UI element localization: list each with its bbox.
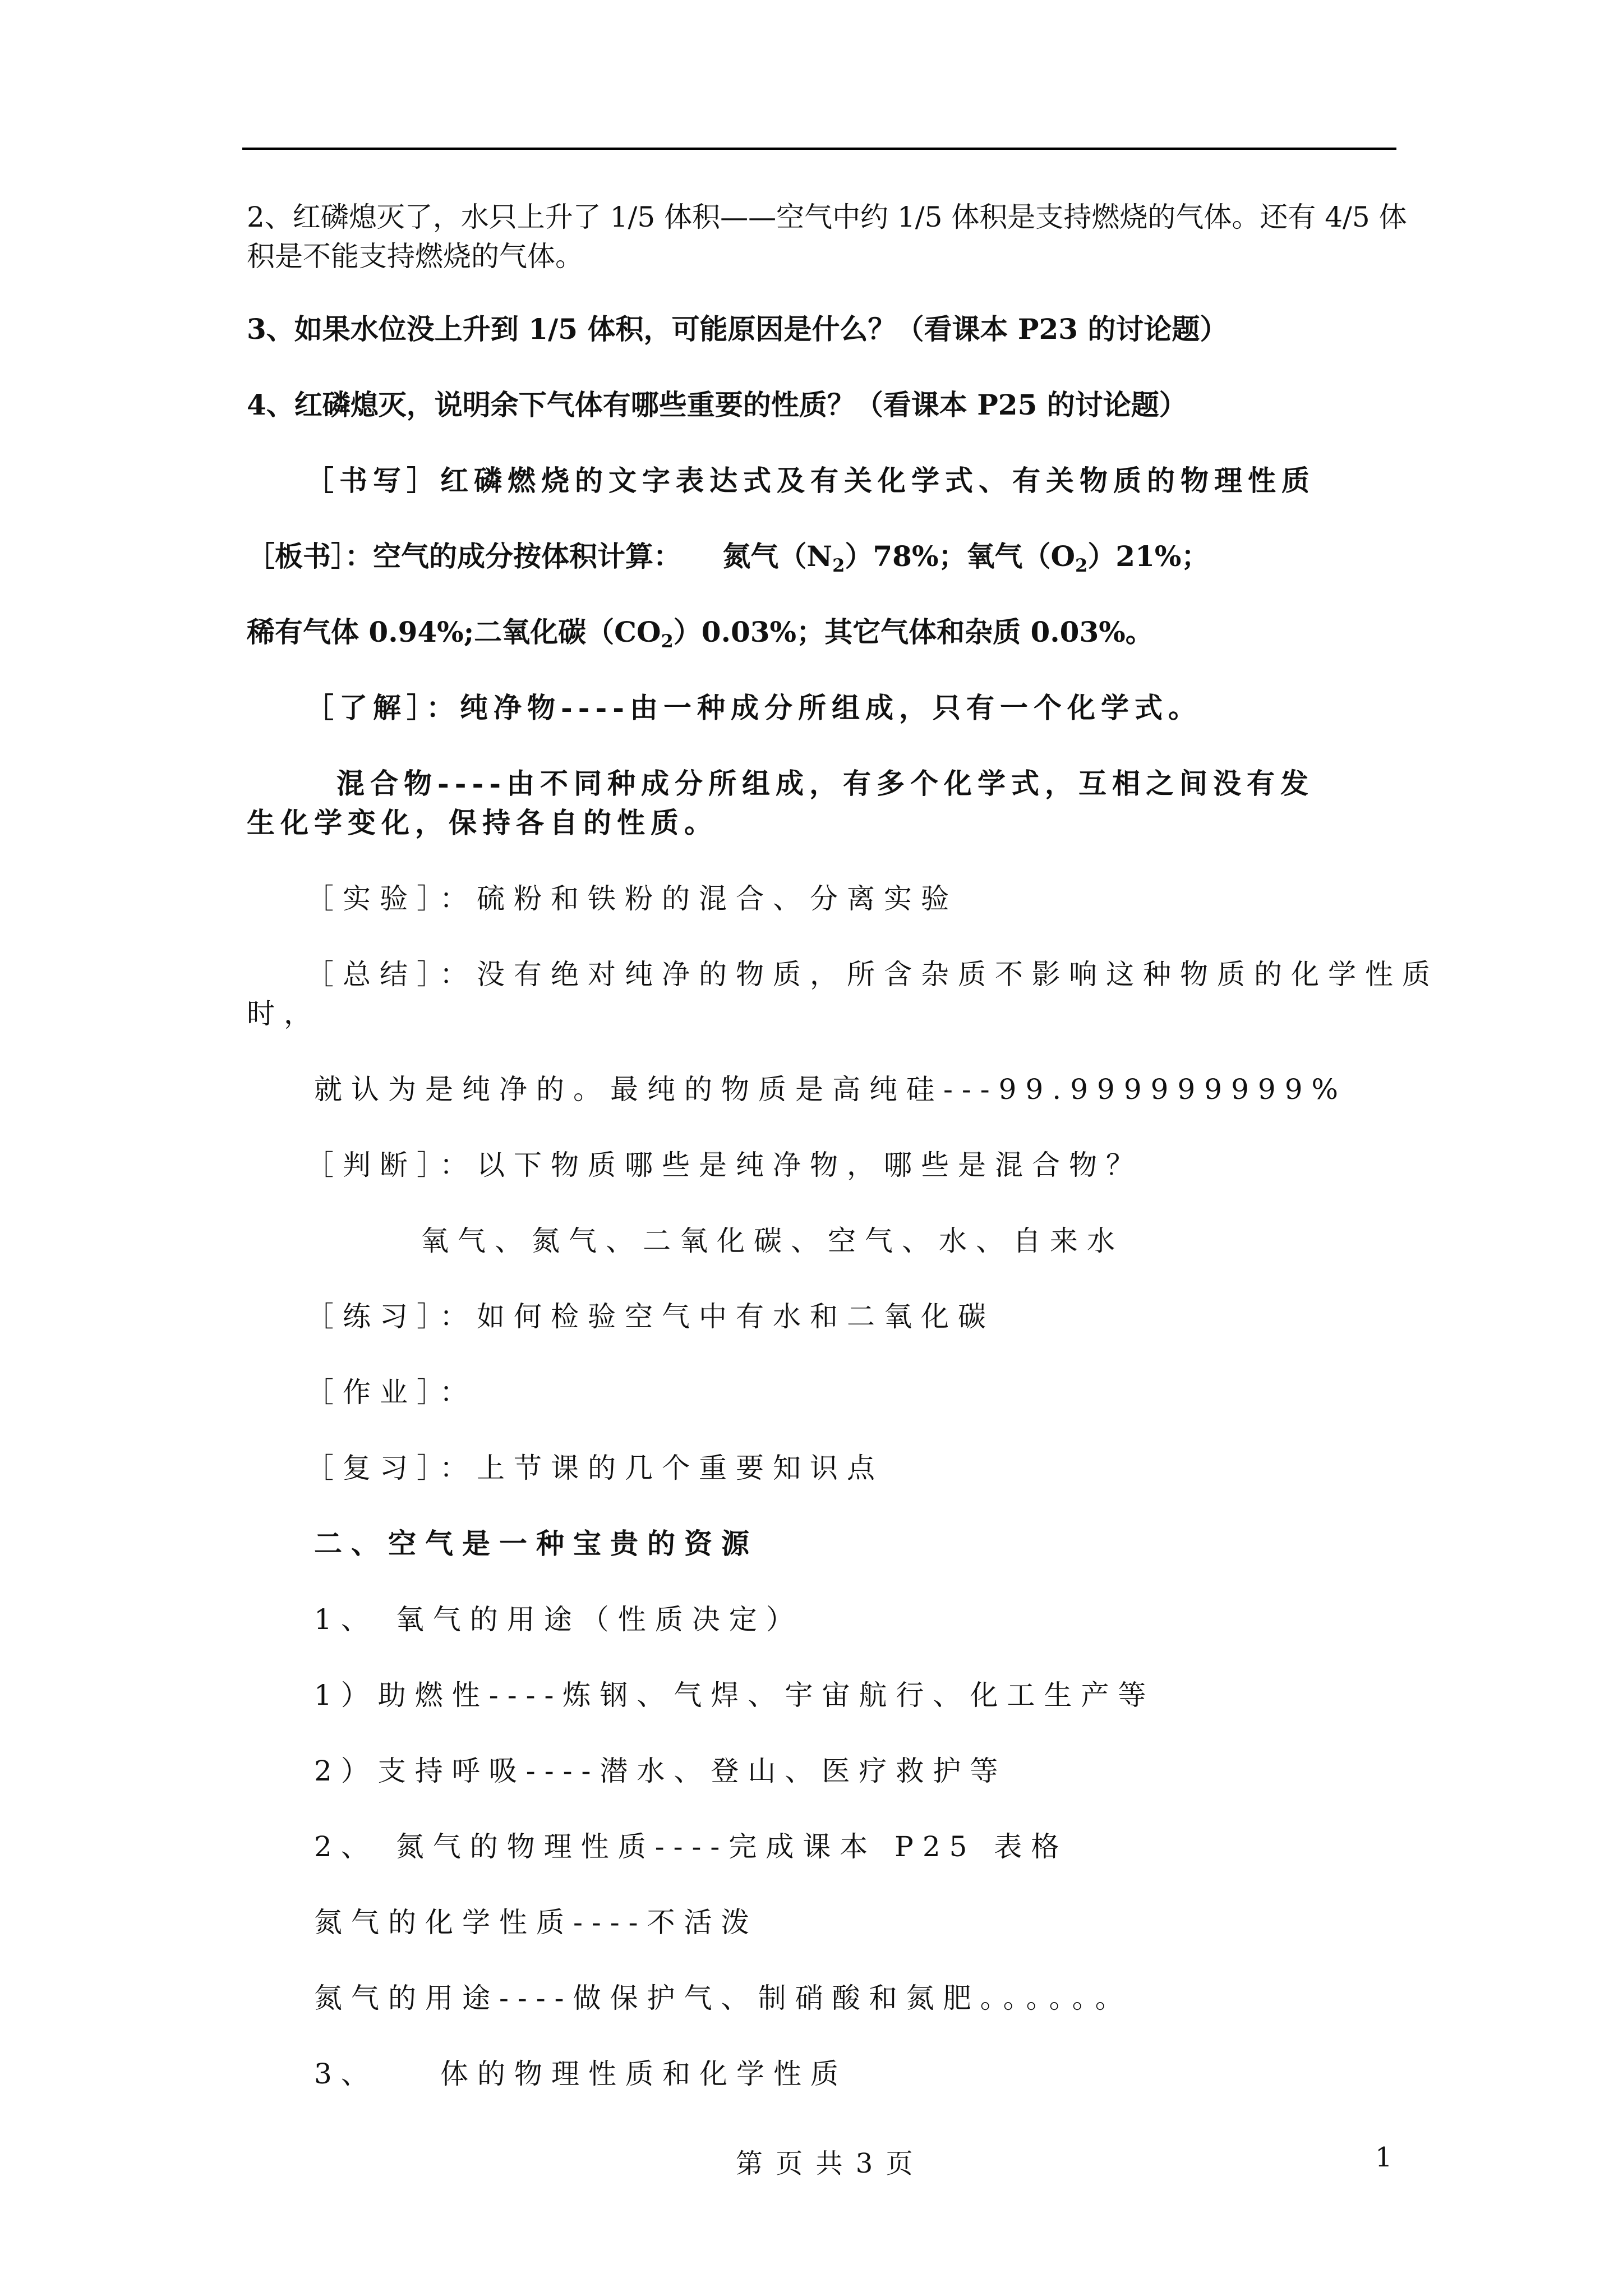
nitrogen-physical-properties: 2、 氮气的物理性质----完成课本 P25 表格 xyxy=(314,1830,1068,1863)
footer-page-info: 第 页 共 3 页 xyxy=(736,2148,915,2179)
review-line: ［复习］：上节课的几个重要知识点 xyxy=(306,1452,884,1484)
page-footer xyxy=(0,2142,1623,2179)
oxygen-uses-heading: 1、 氧气的用途（性质决定） xyxy=(314,1603,803,1636)
item-3-number: 3、 xyxy=(314,2058,378,2090)
oxygen-respiration-support: 2）支持呼吸----潜水、登山、医疗救护等 xyxy=(314,1755,1007,1787)
summary-line-3: 就认为是纯净的。最纯的物质是高纯硅---99.999999999% xyxy=(314,1073,1348,1106)
blackboard-label: ［板书］：空气的成分按体积计算： xyxy=(247,540,681,573)
judge-question: ［判断］：以下物质哪些是纯净物，哪些是混合物？ xyxy=(306,1149,1143,1181)
question-3: 3、如果水位没上升到 1/5 体积，可能原因是什么？（看课本 P23 的讨论题） xyxy=(247,312,1228,346)
writing-task: ［书写］红磷燃烧的文字表达式及有关化学式、有关物质的物理性质 xyxy=(306,464,1315,497)
item-3-text: 体的物理性质和化学性质 xyxy=(440,2058,847,2090)
practice-line: ［练习］：如何检验空气中有水和二氧化碳 xyxy=(306,1300,995,1333)
oxygen-combustion-support: 1）助燃性----炼钢、气焊、宇宙航行、化工生产等 xyxy=(314,1679,1155,1711)
homework-line: ［作业］： xyxy=(306,1376,477,1409)
paragraph-2-line-2: 积是不能支持燃烧的气体。 xyxy=(247,240,583,273)
mixture-line-2: 生化学变化，保持各自的性质。 xyxy=(247,806,718,839)
paragraph-2-line-1: 2、红磷熄灭了，水只上升了 1/5 体积——空气中约 1/5 体积是支持燃烧的气体。还有 4/5 体 xyxy=(247,201,1407,233)
question-4: 4、红磷熄灭，说明余下气体有哪些重要的性质？（看课本 P25 的讨论题） xyxy=(247,388,1187,421)
footer-page-number: 1 xyxy=(1375,2142,1393,2173)
nitrogen-oxygen-ratio: 氮气$(N_2)78\%$；氧气$(O_2)21\%$； xyxy=(722,540,1210,576)
rare-gas-co2-ratio: 稀有气体 0.94%;二氧化碳$(CO_2)0.03\%$；其它气体和杂质 0.03%。 xyxy=(247,615,1154,652)
mixture-line-1: 混合物----由不同种成分所组成，有多个化学式，互相之间没有发 xyxy=(336,767,1315,800)
experiment-line: ［实验］：硫粉和铁粉的混合、分离实验 xyxy=(306,882,958,915)
section-2-heading: 二、空气是一种宝贵的资源 xyxy=(314,1527,758,1560)
understand-pure-substance: ［了解］：纯净物----由一种成分所组成，只有一个化学式。 xyxy=(306,691,1202,724)
blackboard-air-composition xyxy=(247,542,1209,574)
nitrogen-uses: 氮气的用途----做保护气、制硝酸和氮肥。。。。。。 xyxy=(314,1982,1132,2014)
header-rule xyxy=(242,148,1396,150)
summary-line-1: ［总结］：没有绝对纯净的物质，所含杂质不影响这种物质的化学性质 xyxy=(306,958,1439,991)
nitrogen-chemical-properties: 氮气的化学性质----不活泼 xyxy=(314,1906,758,1939)
summary-line-2: 时， xyxy=(247,997,321,1030)
judge-substance-list: 氧气、氮气、二氧化碳、空气、水、自来水 xyxy=(421,1225,1124,1257)
